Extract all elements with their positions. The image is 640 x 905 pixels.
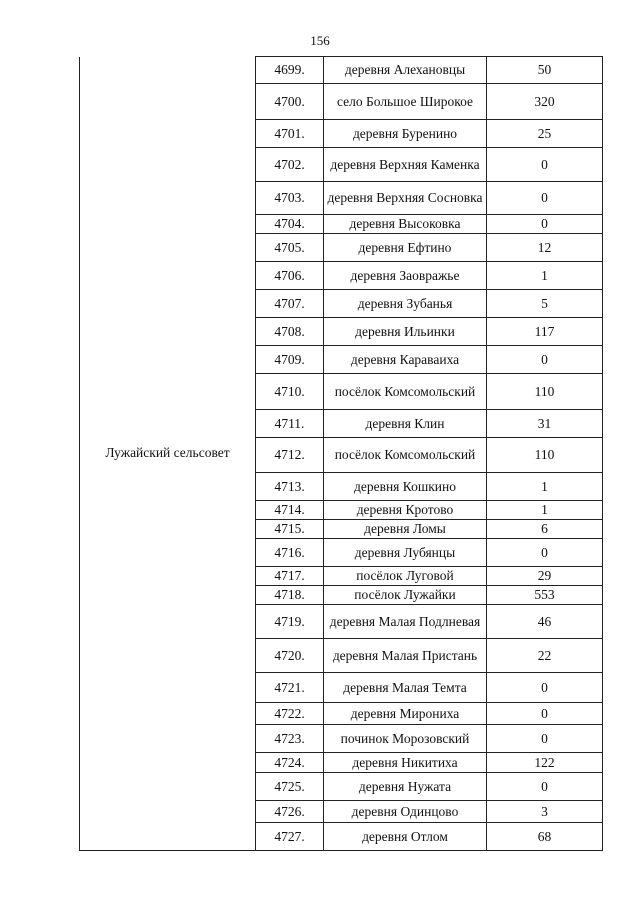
row-number-cell: 4702. <box>256 148 324 182</box>
row-number-cell: 4714. <box>256 501 324 520</box>
row-value-cell: 25 <box>487 120 603 148</box>
area-name-cell: Лужайский сельсовет <box>80 57 256 851</box>
row-name-cell: деревня Лубянцы <box>324 539 487 567</box>
row-number-cell: 4719. <box>256 605 324 639</box>
row-number-cell: 4716. <box>256 539 324 567</box>
row-number-cell: 4708. <box>256 318 324 346</box>
row-number-cell: 4699. <box>256 57 324 84</box>
row-value-cell: 1 <box>487 473 603 501</box>
row-name-cell: деревня Кошкино <box>324 473 487 501</box>
row-name-cell: деревня Малая Подлневая <box>324 605 487 639</box>
row-name-cell: посёлок Луговой <box>324 567 487 586</box>
row-number-cell: 4724. <box>256 753 324 773</box>
row-value-cell: 0 <box>487 539 603 567</box>
row-number-cell: 4712. <box>256 438 324 473</box>
row-number-cell: 4718. <box>256 586 324 605</box>
row-number-cell: 4722. <box>256 703 324 725</box>
row-value-cell: 110 <box>487 374 603 410</box>
row-number-cell: 4705. <box>256 234 324 262</box>
row-name-cell: посёлок Комсомольский <box>324 438 487 473</box>
row-number-cell: 4725. <box>256 773 324 801</box>
row-name-cell: деревня Клин <box>324 410 487 438</box>
row-value-cell: 0 <box>487 725 603 753</box>
row-value-cell: 29 <box>487 567 603 586</box>
row-number-cell: 4701. <box>256 120 324 148</box>
row-name-cell: деревня Заовражье <box>324 262 487 290</box>
row-name-cell: деревня Алехановцы <box>324 57 487 84</box>
row-number-cell: 4709. <box>256 346 324 374</box>
row-number-cell: 4703. <box>256 182 324 215</box>
row-value-cell: 117 <box>487 318 603 346</box>
row-value-cell: 1 <box>487 262 603 290</box>
row-value-cell: 22 <box>487 639 603 673</box>
row-name-cell: деревня Кротово <box>324 501 487 520</box>
row-name-cell: деревня Одинцово <box>324 801 487 823</box>
row-value-cell: 320 <box>487 84 603 120</box>
row-value-cell: 0 <box>487 346 603 374</box>
row-name-cell: деревня Отлом <box>324 823 487 851</box>
row-value-cell: 31 <box>487 410 603 438</box>
row-name-cell: деревня Ильинки <box>324 318 487 346</box>
row-value-cell: 6 <box>487 520 603 539</box>
row-number-cell: 4706. <box>256 262 324 290</box>
row-value-cell: 122 <box>487 753 603 773</box>
row-value-cell: 46 <box>487 605 603 639</box>
row-value-cell: 0 <box>487 148 603 182</box>
row-value-cell: 68 <box>487 823 603 851</box>
row-name-cell: посёлок Комсомольский <box>324 374 487 410</box>
row-name-cell: деревня Буренино <box>324 120 487 148</box>
row-name-cell: деревня Зубанья <box>324 290 487 318</box>
row-name-cell: деревня Верхняя Каменка <box>324 148 487 182</box>
row-name-cell: деревня Верхняя Сосновка <box>324 182 487 215</box>
row-number-cell: 4717. <box>256 567 324 586</box>
row-name-cell: деревня Высоковка <box>324 215 487 234</box>
row-value-cell: 0 <box>487 215 603 234</box>
row-number-cell: 4721. <box>256 673 324 703</box>
row-name-cell: деревня Нужата <box>324 773 487 801</box>
row-name-cell: деревня Ефтино <box>324 234 487 262</box>
row-value-cell: 3 <box>487 801 603 823</box>
row-name-cell: посёлок Лужайки <box>324 586 487 605</box>
row-name-cell: починок Морозовский <box>324 725 487 753</box>
row-number-cell: 4715. <box>256 520 324 539</box>
row-number-cell: 4711. <box>256 410 324 438</box>
row-name-cell: деревня Мирониха <box>324 703 487 725</box>
row-number-cell: 4710. <box>256 374 324 410</box>
row-number-cell: 4707. <box>256 290 324 318</box>
row-value-cell: 50 <box>487 57 603 84</box>
row-number-cell: 4727. <box>256 823 324 851</box>
row-value-cell: 0 <box>487 773 603 801</box>
table-row <box>80 57 603 84</box>
row-number-cell: 4700. <box>256 84 324 120</box>
row-number-cell: 4704. <box>256 215 324 234</box>
row-value-cell: 0 <box>487 703 603 725</box>
row-value-cell: 0 <box>487 673 603 703</box>
row-number-cell: 4726. <box>256 801 324 823</box>
row-name-cell: деревня Малая Пристань <box>324 639 487 673</box>
row-value-cell: 12 <box>487 234 603 262</box>
row-name-cell: деревня Ломы <box>324 520 487 539</box>
row-number-cell: 4723. <box>256 725 324 753</box>
row-value-cell: 1 <box>487 501 603 520</box>
row-name-cell: село Большое Широкое <box>324 84 487 120</box>
row-value-cell: 0 <box>487 182 603 215</box>
row-name-cell: деревня Малая Темта <box>324 673 487 703</box>
table-body <box>80 57 603 851</box>
row-name-cell: деревня Никитиха <box>324 753 487 773</box>
row-name-cell: деревня Караваиха <box>324 346 487 374</box>
row-value-cell: 110 <box>487 438 603 473</box>
row-number-cell: 4713. <box>256 473 324 501</box>
page-number: 156 <box>310 33 330 48</box>
settlement-table <box>79 56 603 851</box>
row-number-cell: 4720. <box>256 639 324 673</box>
row-value-cell: 5 <box>487 290 603 318</box>
row-value-cell: 553 <box>487 586 603 605</box>
